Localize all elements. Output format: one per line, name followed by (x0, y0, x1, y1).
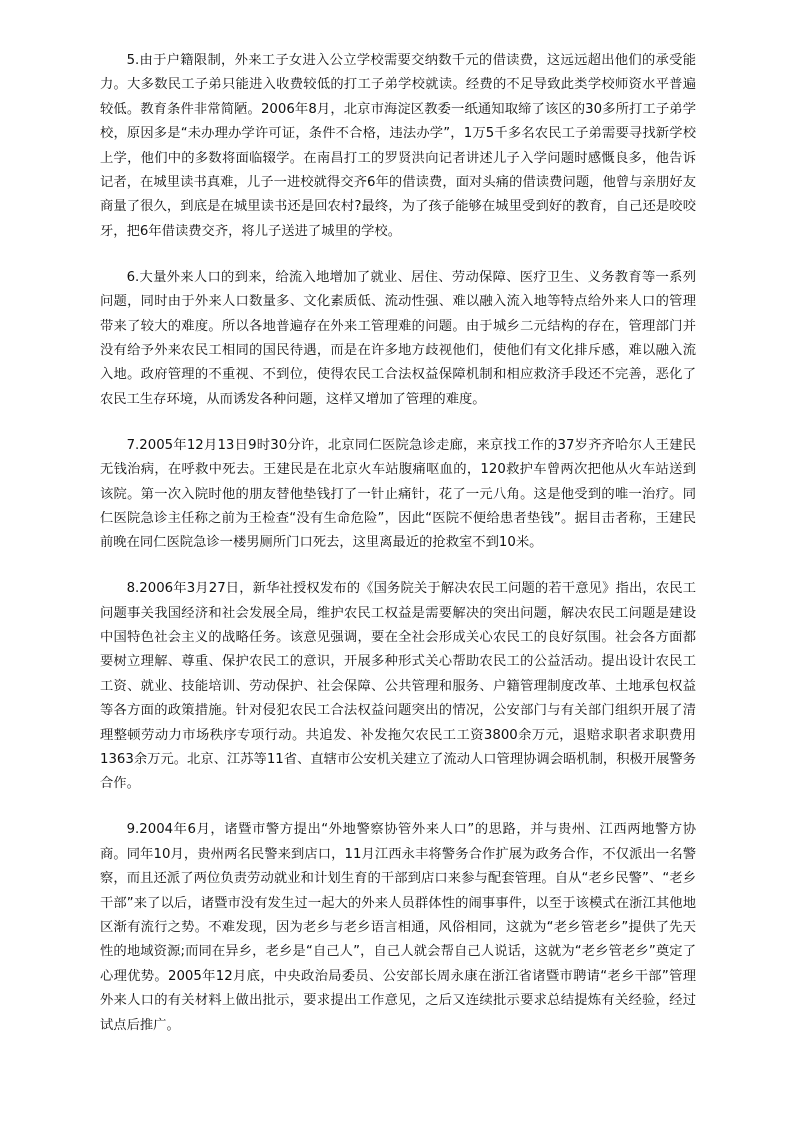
paragraph-6: 6.大量外来人口的到来，给流入地增加了就业、居住、劳动保障、医疗卫生、义务教育等一系列问题，同时由于外来人口数量多、文化素质低、流动性强、难以融入流入地等特点给外来人口的管理带来了较大的难度。所以各地普遍存在外来工管理难的问题。由于城乡二元结构的存在，管理部门并没有给予外来农民工相同的国民待遇，而是在许多地方歧视他们，使他们有文化排斥感，难以融入流入地。政府管理的不重视、不到位，使得农民工合法权益保障机制和相应救济手段还不完善，恶化了农民工生存环境，从而诱发各种问题，这样又增加了管理的难度。 (100, 269, 696, 407)
paragraph-7: 7.2005年12月13日9时30分许，北京同仁医院急诊走廊，来京找工作的37岁齐齐哈尔人王建民无钱治病，在呼救中死去。王建民是在北京火车站腹痛呕血的，120救护车曾两次把他从火车站送到该院。第一次入院时他的朋友替他垫钱打了一针止痛针，花了一元八角。这是他受到的唯一治疗。同仁医院急诊主任称之前为王检查“没有生命危险”，因此“医院不便给患者垫钱”。据目击者称，王建民前晚在同仁医院急诊一楼男厕所门口死去，这里离最近的抢救室不到10米。 (100, 437, 696, 551)
paragraph-5: 5.由于户籍限制，外来工子女进入公立学校需要交纳数千元的借读费，这远远超出他们的承受能力。大多数民工子弟只能进入收费较低的打工子弟学校就读。经费的不足导致此类学校师资水平普遍较低。教育条件非常简陋。2006年8月，北京市海淀区教委一纸通知取缔了该区的30多所打工子弟学校，原因多是“未办理办学许可证，条件不合格，违法办学”，1万5千多名农民工子弟需要寻找新学校上学，他们中的多数将面临辍学。在南昌打工的罗贤洪向记者讲述儿子入学问题时感慨良多，他告诉记者，在城里读书真难，儿子一进校就得交齐6年的借读费，面对头痛的借读费问题，他曾与亲朋好友商量了很久，到底是在城里读书还是回农村?最终，为了孩子能够在城里受到好的教育，自己还是咬咬牙，把6年借读费交齐，将儿子送进了城里的学校。 (100, 53, 696, 239)
paragraph-9: 9.2004年6月，诸暨市警方提出“外地警察协管外来人口”的思路，并与贵州、江西两地警方协商。同年10月，贵州两名民警来到店口，11月江西永丰将警务合作扩展为政务合作，不仅派出一名警察，而且还派了两位负责劳动就业和计划生育的干部到店口来参与配套管理。自从“老乡民警”、“老乡干部”来了以后，诸暨市没有发生过一起大的外来人员群体性的闹事事件，以至于该模式在浙江其他地区渐有流行之势。不难发现，因为老乡与老乡语言相通，风俗相同，这就为“老乡管老乡”提供了先天性的地域资源;而同在异乡，老乡是“自己人”，自己人就会帮自己人说话，这就为“老乡管老乡”奠定了心理优势。2005年12月底，中央政治局委员、公安部长周永康在浙江省诸暨市聘请“老乡干部”管理外来人口的有关材料上做出批示，要求提出工作意见，之后又连续批示要求总结提炼有关经验，经过试点后推广。 (100, 822, 696, 1033)
paragraph-8: 8.2006年3月27日，新华社授权发布的《国务院关于解决农民工问题的若干意见》指出，农民工问题事关我国经济和社会发展全局，维护农民工权益是需要解决的突出问题，解决农民工问题是建设中国特色社会主义的战略任务。该意见强调，要在全社会形成关心农民工的良好氛围。社会各方面都要树立理解、尊重、保护农民工的意识，开展多种形式关心帮助农民工的公益活动。提出设计农民工工资、就业、技能培训、劳动保护、社会保障、公共管理和服务、户籍管理制度改革、土地承包权益等各方面的政策措施。针对侵犯农民工合法权益问题突出的情况，公安部门与有关部门组织开展了清理整顿劳动力市场秩序专项行动。共追发、补发拖欠农民工工资3800余万元，退赔求职者求职费用1363余万元。北京、江苏等11省、直辖市公安机关建立了流动人口管理协调会晤机制，积极开展警务合作。 (100, 581, 696, 792)
document-body (100, 49, 696, 1060)
